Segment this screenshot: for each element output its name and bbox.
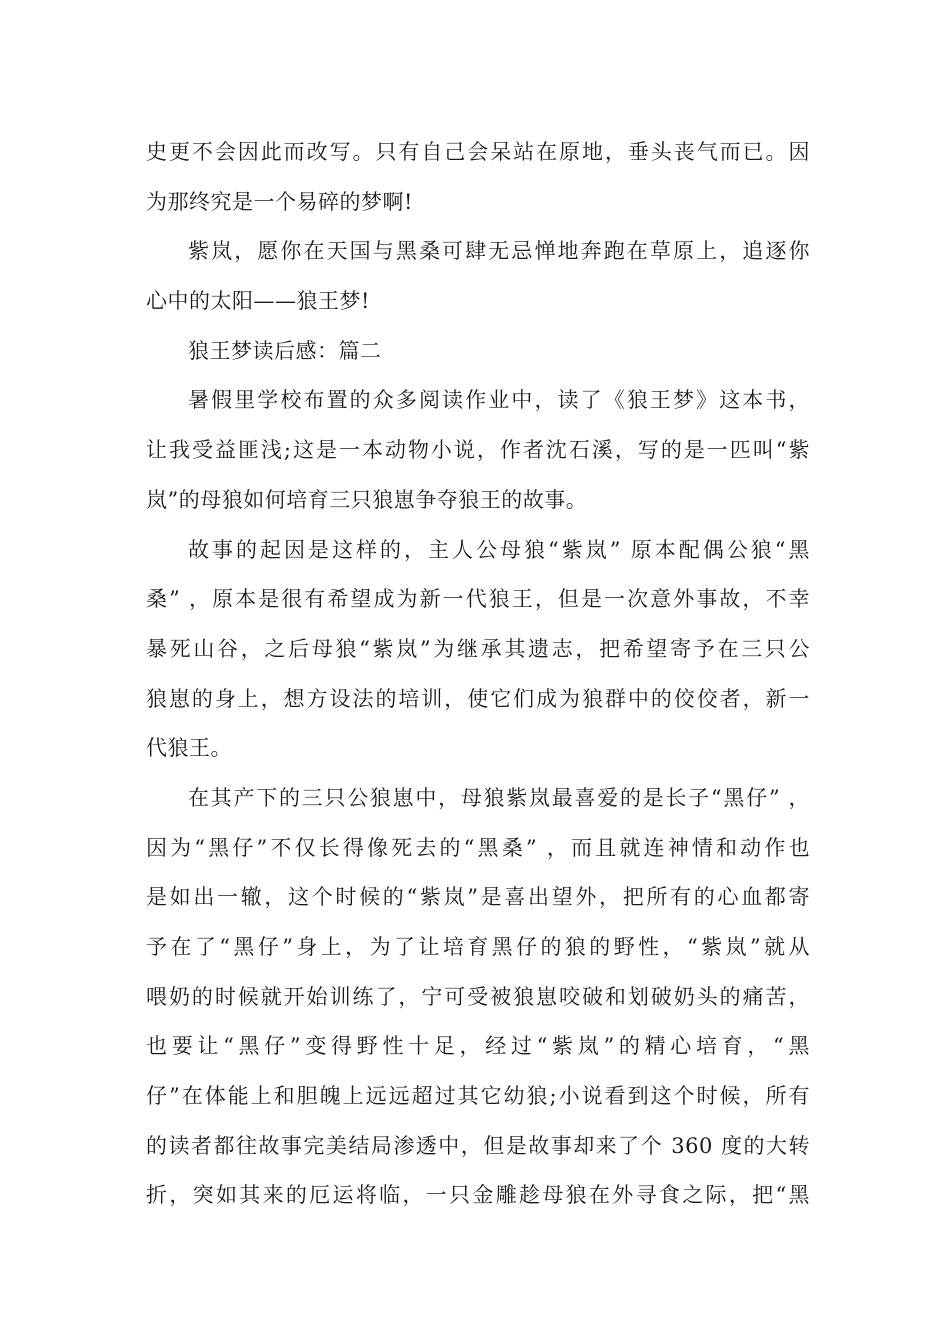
text-line: 心中的太阳——狼王梦! (146, 289, 370, 313)
text-line: 狼崽的身上，想方设法的培训，使它们成为狼群中的佼佼者，新一 (146, 687, 810, 711)
text-line: 紫岚，愿你在天国与黑桑可肆无忌惮地奔跑在草原上，追逐你 (188, 239, 810, 263)
text-line: 也要让“黑仔”变得野性十足，经过“紫岚”的精心培育，“黑 (146, 1034, 810, 1058)
text-line: 是如出一辙，这个时候的“紫岚”是喜出望外，把所有的心血都寄 (146, 885, 810, 909)
text-line: 史更不会因此而改写。只有自己会呆站在原地，垂头丧气而已。因 (146, 140, 810, 164)
text-line: 予在了“黑仔”身上，为了让培育黑仔的狼的野性，“紫岚”就从 (146, 935, 810, 959)
section-heading: 狼王梦读后感：篇二 (188, 339, 382, 363)
text-line: 喂奶的时候就开始训练了，宁可受被狼崽咬破和划破奶头的痛苦， (146, 985, 810, 1009)
text-line: 让我受益匪浅;这是一本动物小说，作者沈石溪，写的是一匹叫“紫 (146, 438, 810, 462)
text-line: 在其产下的三只公狼崽中，母狼紫岚最喜爱的是长子“黑仔” ， (188, 786, 810, 810)
text-line: 仔”在体能上和胆魄上远远超过其它幼狼;小说看到这个时候，所有 (146, 1084, 810, 1108)
text-line: 暴死山谷，之后母狼“紫岚”为继承其遗志，把希望寄予在三只公 (146, 637, 810, 661)
text-line: 的读者都往故事完美结局渗透中，但是故事却来了个 360 度的大转 (146, 1134, 810, 1158)
text-line: 代狼王。 (146, 736, 232, 760)
text-line: 岚”的母狼如何培育三只狼崽争夺狼王的故事。 (146, 488, 588, 512)
text-line: 因为“黑仔”不仅长得像死去的“黑桑” ，而且就连神情和动作也 (146, 836, 810, 860)
text-line: 暑假里学校布置的众多阅读作业中，读了《狼王梦》这本书， (188, 388, 810, 412)
text-line: 桑” ，原本是很有希望成为新一代狼王，但是一次意外事故，不幸 (146, 587, 810, 611)
text-line: 故事的起因是这样的，主人公母狼“紫岚” 原本配偶公狼“黑 (188, 538, 810, 562)
text-line: 折，突如其来的厄运将临，一只金雕趁母狼在外寻食之际，把“黑 (146, 1183, 810, 1207)
text-line: 为那终究是一个易碎的梦啊! (146, 190, 413, 214)
